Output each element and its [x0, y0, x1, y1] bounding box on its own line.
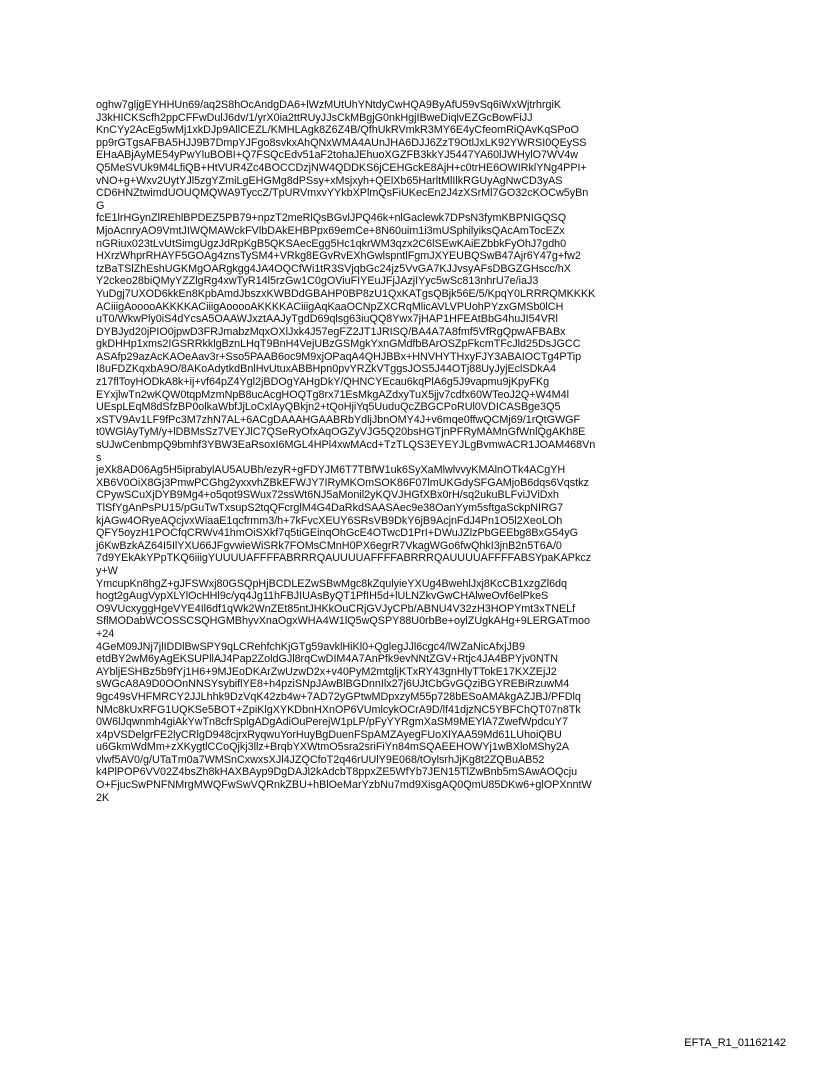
encoded-text-block	[96, 99, 736, 804]
text-line: EYxjlwTn2wKQW0tqpMzmNpB8ucAcgHOQTg8rx71EsMkgAZdxyTuX5jjv7cdfx60WTeoJ2Q+W4M4l	[96, 388, 569, 401]
text-line: XB6V0OiX8Gj3PmwPCGhg2yxxvhZBkEFWJY7IRyMKOmSOK86F07lmUKGdySFGAMjoB6dqs6Vqstkz	[96, 476, 589, 489]
text-line: 4GeM09JNj7jlIDDlBwSPY9qLCRehfchKjGTg59avklHiKl0+QglegJJl6cgc4/lWZaNicAfxjJB9	[96, 640, 526, 653]
text-line: I8uFDZKqxbA9O/8AKoAdytkdBnlHvUtuxABBHpn0pvYRZkVTggsJOS5J44OTj88UyJyjEclSDkA4	[96, 363, 556, 376]
text-line: DYBJyd20jPIO0jpwD3FRJmabzMqxOXlJxk4J57egFZ2JT1JRISQ/BA4A7A8fmf5VfRgQpwAFBABx	[96, 325, 566, 338]
text-line: CD6HNZtwimdUOUQMQWA9TyccZ/TpURVmxvYYkbXPlmQsFiUKecEn2J4zXSrMl7GO32cKOCw5yBn	[96, 187, 589, 200]
text-line: CPywSCuXjDYB9Mg4+o5qot9SWux72ssWt6NJ5aMonil2yKQVJHGfXBx0rH/sq2ukuBLFviJViDxh	[96, 489, 559, 502]
text-line: G	[96, 199, 105, 212]
text-line: AYbljESHBz5b9fYj1H6+9MJEoDKArZwUzwD2x+v40PyM2mtgljKTxRY43gnHlyTTokE17KXZEjJ2	[96, 665, 557, 678]
text-line: sWGcA8A9D0OOnNNSYsybiflYE8+h4pziSNpJAwBlBGDnnIlx27j6UJtCbGvGQziBGYREBiRzuwM4	[96, 678, 570, 691]
text-line: EHaABjAyME54yPwYluBOBI+Q7FSQcEdv51aF2tohaJEhuoXGZFB3kkYJ5447YA60lJWHylO7WV4w	[96, 149, 579, 162]
text-line: QFY5oyzH1POCfqCRWv41hmOiSXkf7q5tiGEinqOhGcE4OTwcD1PrI+DWuJZlzPbGEEbg8BxG54yG	[96, 527, 579, 540]
document-id-stamp: EFTA_R1_01162142	[684, 1037, 786, 1049]
text-line: NMc8kUxRFG1UQKSe5BOT+ZpiKlgXYKDbnHXnOP6VUmlcykOCrA9D/lf41djzNC5YBFChQT07n8Tk	[96, 703, 581, 716]
text-line: 7d9YEkAkYPpTKQ6iiigYUUUUAFFFFABRRRQAUUUUAFFFFABRRRQAUUUUAFFFFABSYpaKAPkcz	[96, 552, 592, 565]
text-line: jeXk8AD06Ag5H5iprabylAU5AUBh/ezyR+gFDYJM6T7TBfW1uk6SyXaMlwlvvyKMAlnOTk4ACgYH	[96, 464, 566, 477]
text-line: nGRiux023tLvUtSimgUgzJdRpKgB5QKSAecEgg5Hc1qkrWM3qzx2C6lSEwKAiEZbbkFyOhJ7gdh0	[96, 237, 567, 250]
text-line: uT0/WkwPly0iS4dYcsA5OAAWJxztAAJyTgdD69qlsg63iuQQ8Ywx7jHAP1HFEAtBbG4huJI54VRl	[96, 313, 558, 326]
text-line: 2K	[96, 791, 110, 804]
text-line: Q5MeSVUk9M4LfiQB+HtVUR4Zc4BOCCDzjNW4QDDKS6jCEHGckE8AjH+c0trHE6OWIRklYNg4PPI+	[96, 161, 587, 174]
text-line: SflMODabWCOSSCSQHGMBhyvXnaOgxWHA4W1lQ5wQSPY88U0rbBe+oylZUgkAHg+9LERGATmoo	[96, 615, 590, 628]
text-line: u6GkmWdMm+zXKygtlCCoQjkj3llz+BrqbYXWtmO5sra2sriFiYn84mSQAEEHOWYj1wBXloMShy2A	[96, 741, 570, 754]
text-line: etdBY2wM6yAgEKSUPllAJ4Pap2ZoldGJl8rqCwDIM4A7AnPfk9evNNtZGV+Rtjc4JA4BPYjv0NTN	[96, 653, 559, 666]
text-line: +24	[96, 627, 115, 640]
text-line: xSTV9Av1LF9fPc3M7zhN7AL+6ACgDAAAHGAABRbYdljJbnOMY4J+v6mqe0ffwQCMj69/1rQtGWGF	[96, 413, 581, 426]
text-line: HXrzWhprRHAYF5GOAg4znsTySM4+VRkg8EGvRvEXhGwlspntlFgmJXYEUBQSwB47Ajr6Y47g+fw2	[96, 250, 581, 263]
text-line: x4pVSDelgrFE2lyCRlgD948cjrxRyqwuYorHuyBgDuenFSpAMZAyegFUoXlYAA59Md61LUhoiQBU	[96, 728, 562, 741]
text-line: vlwf5AV0/g/UTaTm0a7WMSnCxwxsXJl4JZQCfoT2q46rUUlY9E068/tOylsrhJjKg8t2ZQBuAB52	[96, 753, 545, 766]
text-line: KnCYy2AcEg5wMj1xkDJp9AllCEZL/KMHLAgk8Z6Z4B/QfhUkRVmkR3MY6E4yCfeomRiQAvKqSPoO	[96, 124, 579, 137]
text-line: j6KwBzkAZ64I5IlYXU66JFgvwieWiSRk7FOMsCMnH0PX6egrR7VkagWGo6fwQhkI3jnB2n5T6A/0	[96, 539, 562, 552]
text-line: O9VUcxyggHgeVYE4Il6df1qWk2WnZEt85ntJHKkOuCRjGVJyCPb/ABNU4V32zH3HOPYmt3xTNELf	[96, 602, 576, 615]
text-line: MjoAcnryAO9VmtJIWQMAWckFVlbDAkEHBPpx69emCe+8N60uim1i3mUSphilyiksQAcAmTocEZx	[96, 224, 565, 237]
text-line: k4PlPOP6VV02Z4bsZh8kHAXBAyp9DgDAJl2kAdcbT8ppxZE5WfYb7JEN15TlZwBnb5mSAwAOQcju	[96, 766, 578, 779]
text-line: pp9rGTgsAFBA5HJJ9B7DmpYJFgo8svkxAhQNxWMA4AUnJHA6DJJ6ZzT9OtlJxLK92YWRSI0QEySS	[96, 136, 587, 149]
text-line: gkDHHp1xms2IGSRRkklgBznLHqT9BnH4VejUBzGSMgkYxnGMdfbBArOSZpFkcmTFcJld25DsJGCC	[96, 338, 581, 351]
text-line: ASAfp29azAcKAOeAav3r+Sso5PAAB6oc9M9xjOPaqA4QHJBBx+HNVHYTHxyFJY3ABAIOCTg4PTip	[96, 350, 582, 363]
text-line: J3kHICKScfh2ppCFFwDulJ6dv/1/yrX0ia2ttRUyJJsCkMBgjG0nkHgjIBweDiqlvEZGcBowFiJJ	[96, 111, 533, 124]
text-line: vNO+g+Wxv2UytYJl5zgYZmiLgEHGMg8dPSsy+xMsjxyh+QElXb65HarltMlIlkRGUyAgNwCD3yAS	[96, 174, 563, 187]
text-line: kjAGw4ORyeAQcjvxWiaaE1qcfrmm3/h+7kFvcXEUY6SRsVB9DkY6jB9AcjnFdJ4Pn1O5l2XeoLOh	[96, 514, 563, 527]
text-line: YmcupKn8hgZ+gJFSWxj80GSQpHjBCDLEZwSBwMgc8kZqulyieYXUg4BwehlJxj8KcCB1xzgZl6dq	[96, 577, 568, 590]
text-line: fcE1lrHGynZlREhlBPDEZ5PB79+npzT2meRlQsBGvlJPQ46k+nlGaclewk7DPsN3fymKBPNIGQSQ	[96, 212, 567, 225]
text-line: YuDgj7UXOD6kkEn8KpbAmdJbszxKWBDdGBAHP0BP8zU1QxKATgsQBjk56E/5/KpqY0LRRRQMKKKK	[96, 287, 596, 300]
text-line: O+FjucSwPNFNMrgMWQFwSwVQRnkZBU+hBlOeMarYzbNu7md9XisgAQ0QmU85DKw6+glOPXnntW	[96, 779, 592, 792]
text-line: 0W6lJqwnmh4giAkYwTn8cfrSplgADgAdiOuPerejW1pLP/pFyYYRgmXaSM9MEYlA7ZwefWpdcuY7	[96, 716, 568, 729]
text-line: Y2ckeo28biQMyYZZlgRg4xwTyR14l5rzGw1C0gOViuFIYEuJFjJAzjIYyc5wSc813nhrU7e/iaJ3	[96, 275, 539, 288]
text-line: tzBaTSlZhEshUGKMgOARgkgg4JA4OQCfWi1tR3SVjqbGc24jz5VvGA7KJJvsyAFsDBGZGHscc/hX	[96, 262, 571, 275]
text-line: y+W	[96, 564, 118, 577]
text-line: s	[96, 451, 102, 464]
text-line: UEspLEqM8dSfzBP0olkaWbfJjLoCxlAyQBkjn2+tQoHjiYq5UuduQcZBGCPoRUl0VDICASBge3Q5	[96, 401, 561, 414]
text-line: sUJwCenbmpQ9bmhf3YBW3EaRsoxI6MGL4HPl4xwMAcd+TzTLQS3EYEYJLgBvmwACR1JOAM468Vn	[96, 439, 596, 452]
text-line: z17flToyHODkA8k+ij+vf64pZ4Ygl2jBDOgYAHgDkY/QHNCYEcau6kqPlA6g5J9vapmu9jKpyFKg	[96, 376, 550, 389]
text-line: hogt2gAugVypXLYlOcHHl9c/yq4Jg11hFBJIUAsByQT1PfIH5d+lULNZkvGwCHAlweOvf6elPkeS	[96, 590, 549, 603]
text-line: ACiiigAooooAKKKKACiiigAooooAKKKKACiiigAqKaaOCNpZXCRqMlicAVLVPUohPYzxGMSb0lCH	[96, 300, 564, 313]
text-line: oghw7gljgEYHHUn69/aq2S8hOcAndgDA6+lWzMUtUhYNtdyCwHQA9ByAfU59vSq6iWxWjtrhrgiK	[96, 99, 562, 111]
text-line: TlSfYgAnPsPU15/pGuTwTxsupS2tqQFcrglM4G4DaRkdSAASAec9e38OanYym5sftgaSckpNIRG7	[96, 502, 564, 514]
text-line: t0WGlAyTyM/y+lDBMsSz7VEYJlC7QSeRyOfxAqOGZyVJG5Q20bsHGTjnPFRyMAMnGfWnlQgAKh8E	[96, 426, 586, 439]
text-line: 9gc49sVHFMRCY2JJLhhk9DzVqK42zb4w+7AD72yGPtwMDpxzyM55p728bESoAMAkgAZJBJ/PFDlq	[96, 690, 581, 703]
